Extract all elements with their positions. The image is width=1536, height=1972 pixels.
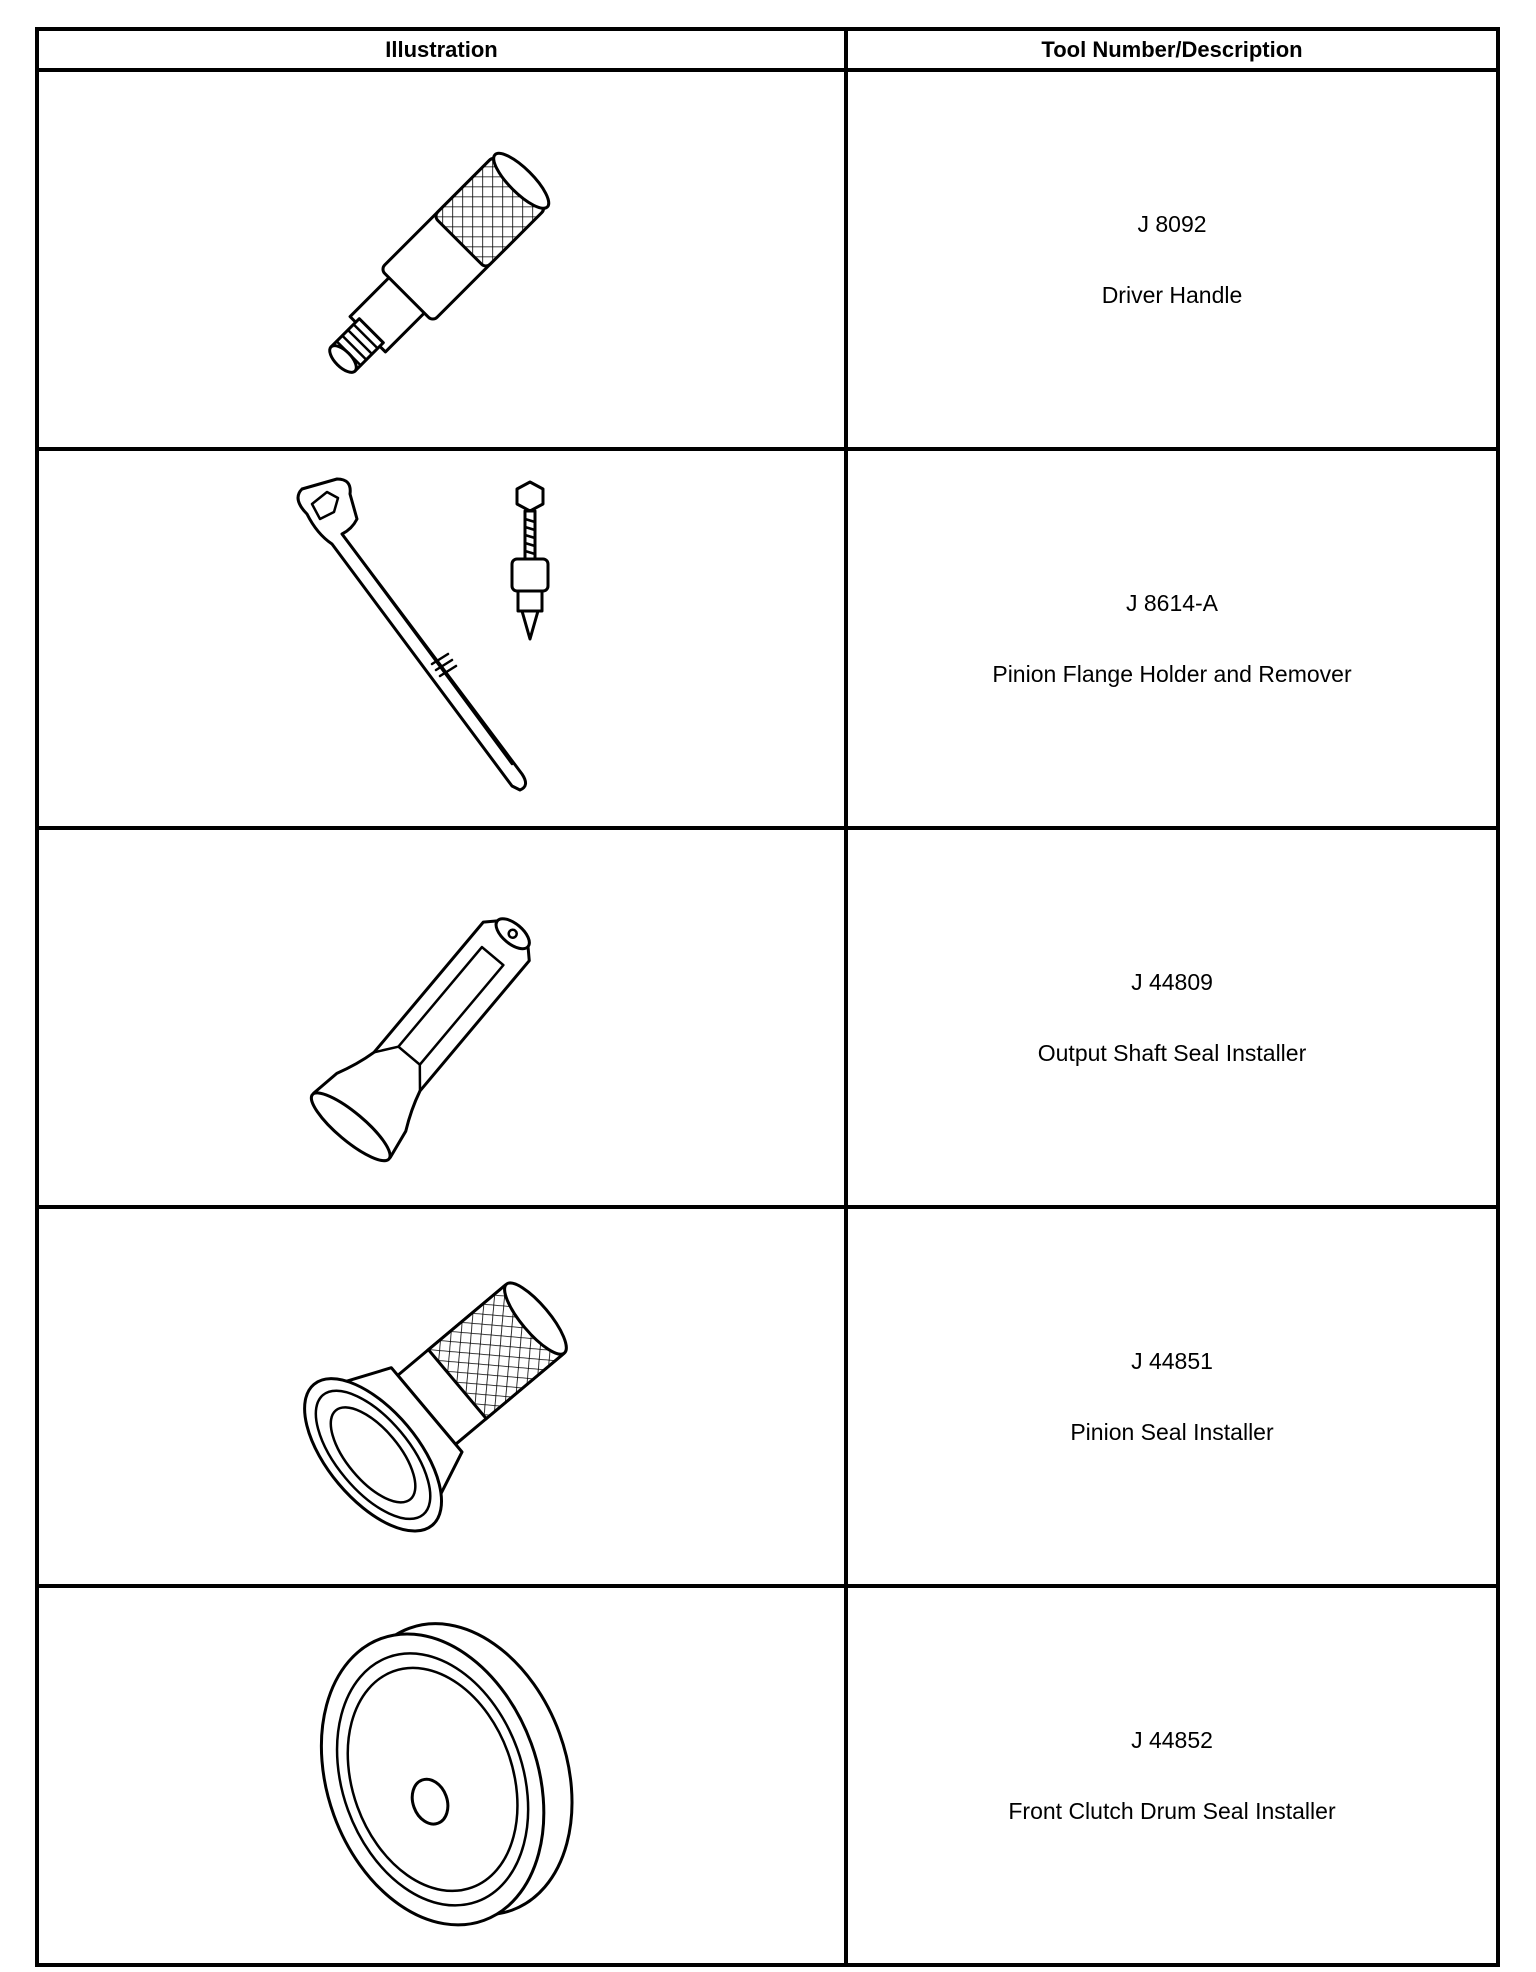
front-clutch-drum-seal-installer-illustration: [272, 1611, 612, 1941]
tool-description: Pinion Flange Holder and Remover: [992, 660, 1352, 687]
output-shaft-seal-installer-illustration: [272, 853, 612, 1183]
illustration-cell: [37, 1207, 846, 1586]
table-row: [37, 828, 1498, 1207]
illustration-cell: [37, 70, 846, 449]
table-row: [37, 1207, 1498, 1586]
illustration-cell: [37, 449, 846, 828]
tool-description-cell: [846, 70, 1498, 449]
driver-handle-illustration: [282, 95, 602, 425]
tool-number: J 44852: [1131, 1726, 1213, 1753]
tool-description-cell: [846, 1586, 1498, 1965]
tool-description: Driver Handle: [1101, 281, 1243, 308]
table-row: [37, 1586, 1498, 1965]
tool-number: J 8614-A: [1125, 589, 1219, 616]
table-row: [37, 449, 1498, 828]
tool-description-cell: [846, 1207, 1498, 1586]
table-header-row: [37, 29, 1498, 70]
special-tools-table: [35, 27, 1500, 1967]
tool-column-header: Tool Number/Description: [846, 29, 1498, 70]
tool-number: J 44809: [1131, 968, 1213, 995]
tool-description: Front Clutch Drum Seal Installer: [1008, 1797, 1336, 1824]
illustration-column-header: Illustration: [37, 29, 846, 70]
tool-description: Pinion Seal Installer: [1070, 1418, 1274, 1445]
tool-description-cell: [846, 828, 1498, 1207]
tool-description: Output Shaft Seal Installer: [1037, 1039, 1307, 1066]
illustration-cell: [37, 828, 846, 1207]
table-row: [37, 70, 1498, 449]
pinion-flange-holder-illustration: [272, 474, 612, 804]
tool-number: J 44851: [1131, 1347, 1213, 1374]
tool-description-cell: [846, 449, 1498, 828]
pinion-seal-installer-illustration: [272, 1232, 612, 1562]
tool-number: J 8092: [1137, 210, 1207, 237]
illustration-cell: [37, 1586, 846, 1965]
